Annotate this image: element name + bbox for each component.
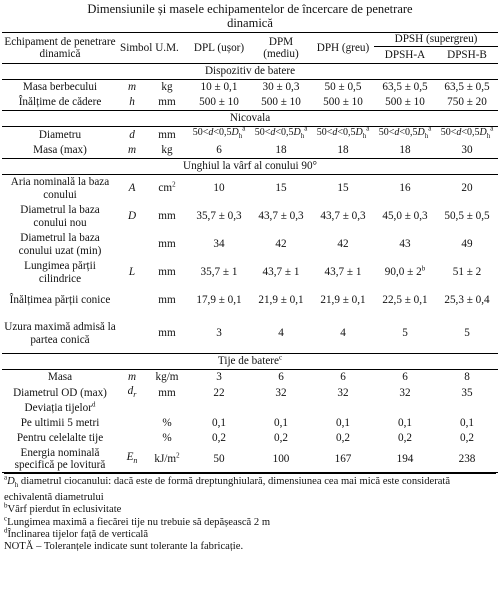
row-label: Masa berbecului <box>22 81 98 94</box>
section-title: Nicovala <box>2 111 498 127</box>
header-dpl: DPL (ușor) <box>188 33 250 64</box>
cell-dpsh-b: 50,5 ± 0,5 <box>444 210 490 223</box>
row-unit: % <box>162 432 172 445</box>
cell-dph: 50 ± 0,5 <box>324 81 362 94</box>
cell-dph: 0,1 <box>336 417 350 430</box>
cell-dph: 0,2 <box>336 432 350 445</box>
row-label: Diametrul la baza conului nou <box>20 204 100 229</box>
footnote-symbol: D <box>7 476 15 488</box>
cell-dpsh-b: 238 <box>436 446 498 473</box>
cell-dpsh-a: 43 <box>399 238 411 251</box>
table-row <box>2 287 498 315</box>
cell-dpl: 0,2 <box>212 432 226 445</box>
cell-dpsh-a: 500 ± 10 <box>385 96 425 109</box>
cell-dpsh-b: $50<d<0,5D_h^a$ <box>440 124 494 140</box>
footnote-subscript: h <box>14 481 19 490</box>
cell-dpsh-b: 750 ± 20 <box>447 96 487 109</box>
cell-dpsh-b: 25,3 ± 0,4 <box>444 294 490 307</box>
table-row <box>2 259 498 287</box>
cell-dph: 167 <box>312 446 374 473</box>
header-dpsh: DPSH (supergreu) <box>374 33 498 47</box>
table-row <box>2 401 498 416</box>
document-title <box>0 0 500 30</box>
footnote-a-cont: echivalentă diametrului <box>4 491 104 503</box>
cell-dpm: $50<d<0,5D_h^a$ <box>254 124 308 140</box>
header-equipment: Echipament de penetrare dinamică <box>2 33 118 64</box>
row-unit <box>146 401 188 416</box>
cell-dpsh-b: 0,1 <box>460 417 474 430</box>
symbol-text: d <box>127 384 134 397</box>
cell-dph: 4 <box>340 327 346 340</box>
table-row <box>2 143 498 159</box>
cell-dpsh-a: 16 <box>399 182 411 195</box>
table-row <box>2 416 498 431</box>
section-row <box>2 158 498 174</box>
row-label: Masa (max) <box>33 143 87 156</box>
cell-dph: 42 <box>337 238 349 251</box>
header-symbol: Simbol <box>118 33 146 64</box>
cell-dpsh-b: 20 <box>461 182 473 195</box>
row-label: Pentru celelalte tije <box>16 432 104 445</box>
row-unit: kg <box>161 143 173 156</box>
row-unit: mm <box>158 96 176 109</box>
footnote-mark: b <box>421 264 426 273</box>
row-symbol <box>118 431 146 446</box>
cell-dpm: 43,7 ± 0,3 <box>258 210 304 223</box>
cell-dph: 43,7 ± 0,3 <box>320 210 366 223</box>
row-label: Uzura maximă admisă la partea conică <box>4 321 116 346</box>
row-symbol: A <box>128 182 136 195</box>
cell-dph: 500 ± 10 <box>323 96 363 109</box>
cell-dph: 15 <box>337 182 349 195</box>
table-row <box>2 385 498 402</box>
cell-dpsh-a: 22,5 ± 0,1 <box>382 294 428 307</box>
cell-dpl: 500 ± 10 <box>199 96 239 109</box>
cell-dpsh-a: 18 <box>399 143 411 156</box>
footnote-d <box>4 526 496 541</box>
cell-dpm: 100 <box>250 446 312 473</box>
row-label: Înălțimea părții conice <box>9 294 111 307</box>
cell-dpl: 0,1 <box>212 417 226 430</box>
row-label: Diametru <box>38 128 82 141</box>
footnote-mark: d <box>4 526 8 535</box>
symbol-text: E <box>126 450 134 463</box>
cell-dpsh-b: 51 ± 2 <box>452 266 482 279</box>
cell-dpl: $50<d<0,5D_h^a$ <box>192 124 246 140</box>
footnote-mark: a <box>428 124 432 133</box>
row-unit: mm <box>158 294 176 307</box>
footnote-mark: a <box>304 124 308 133</box>
row-unit: % <box>162 417 172 430</box>
footnote-b <box>4 501 496 516</box>
section-row <box>2 111 498 127</box>
section-row <box>2 64 498 80</box>
cell-dpsh-a: 0,2 <box>398 432 412 445</box>
section-title: Unghiul la vârf al conului 90° <box>2 158 498 174</box>
cell-dpm: 43,7 ± 1 <box>262 266 300 279</box>
row-unit: mm <box>158 238 176 251</box>
footnote-note: NOTĂ – Toleranțele indicate sunt tolerante la fabricație. <box>4 541 244 553</box>
row-unit: mm <box>158 266 176 279</box>
row-unit: mm <box>158 210 176 223</box>
row-symbol: m <box>127 143 137 156</box>
row-label: Diametrul OD (max) <box>13 386 107 399</box>
title-line-1: Dimensiunile și masele echipamentelor de încercare de penetrare <box>87 2 413 16</box>
cell-dph: $50<d<0,5D_h^a$ <box>316 124 370 140</box>
header-dph: DPH (greu) <box>312 33 374 64</box>
row-unit: mm <box>158 327 176 340</box>
title-line-2: dinamică <box>227 16 273 30</box>
cell-dpm: 30 ± 0,3 <box>262 81 300 94</box>
cell-dpm: 15 <box>275 182 287 195</box>
cell-dpsh-a: 45,0 ± 0,3 <box>382 210 428 223</box>
cell-dpm: 21,9 ± 0,1 <box>258 294 304 307</box>
cell-dph: 32 <box>337 386 349 399</box>
cell-dpsh-b: 49 <box>461 238 473 251</box>
section-row <box>2 353 498 369</box>
footnote-mark: c <box>4 514 8 523</box>
row-symbol <box>118 446 146 473</box>
row-symbol: L <box>128 266 136 279</box>
cell-dpsh-a: 194 <box>374 446 436 473</box>
table-row <box>2 80 498 96</box>
table-row <box>2 446 498 473</box>
section-title-text: Tije de batere <box>217 354 279 367</box>
cell-dpl: 35,7 ± 0,3 <box>196 210 242 223</box>
row-symbol: h <box>129 96 135 109</box>
cell-dpsh-b: 0,2 <box>460 432 474 445</box>
table-row <box>2 174 498 203</box>
cell-dpl: 3 <box>216 327 222 340</box>
cell-dpm: 4 <box>278 327 284 340</box>
row-label: Aria nominală la baza conului <box>10 176 110 201</box>
cell-dpsh-b: 5 <box>464 327 470 340</box>
row-label: Energia nominală specifică pe lovitură <box>2 446 118 473</box>
row-unit: kg <box>161 81 173 94</box>
row-label: Lungimea părții cilindrice <box>24 260 96 285</box>
row-symbol <box>118 315 146 354</box>
row-symbol <box>118 416 146 431</box>
row-unit: mm <box>158 128 176 141</box>
row-label-text: Deviația tijelor <box>24 402 92 415</box>
footnotes <box>4 473 496 554</box>
cell-dpm: 500 ± 10 <box>261 96 301 109</box>
row-symbol: m <box>127 81 137 94</box>
cell-dpsh-b: 30 <box>461 143 473 156</box>
cell-dpm: 18 <box>275 143 287 156</box>
cell-dpsh-a: 6 <box>402 370 408 383</box>
cell-value: 90,0 ± 2 <box>384 266 422 279</box>
row-symbol <box>118 231 146 259</box>
cell-dpl: 10 ± 0,1 <box>200 81 238 94</box>
cell-dph: 18 <box>337 143 349 156</box>
cell-dpm: 0,1 <box>274 417 288 430</box>
cell-dpsh-a <box>374 259 436 287</box>
cell-dpl: 3 <box>216 370 222 383</box>
row-label: Diametrul la baza conului uzat (min) <box>18 232 102 257</box>
row-unit: $cm^2$ <box>158 180 176 195</box>
header-row-1 <box>2 33 498 47</box>
row-unit: kg/m <box>155 370 179 383</box>
cell-dpl: 35,7 ± 1 <box>200 266 238 279</box>
header-dpm: DPM (mediu) <box>250 33 312 64</box>
table-row <box>2 127 498 143</box>
cell-dpl: 22 <box>213 386 225 399</box>
cell-dpl: 34 <box>213 238 225 251</box>
cell-dpl: 6 <box>216 143 222 156</box>
footnote-text: Înclinarea tijelor față de verticală <box>7 528 149 540</box>
row-symbol: d <box>129 128 135 141</box>
cell-dpm: 0,2 <box>274 432 288 445</box>
table-row <box>2 203 498 231</box>
footnote-mark: a <box>490 124 494 133</box>
cell-dph: 43,7 ± 1 <box>324 266 362 279</box>
cell-dpl: 10 <box>213 182 225 195</box>
table-row <box>2 231 498 259</box>
footnote-text: diametrul ciocanului: dacă este de formă dreptunghiulară, dimensiunea cea mai mică este considerată <box>18 476 451 488</box>
header-unit: U.M. <box>146 33 188 64</box>
cell-dpm: 42 <box>275 238 287 251</box>
footnote-mark: b <box>4 501 8 510</box>
cell-dpsh-a: $50<d<0,5D_h^a$ <box>378 124 432 140</box>
row-symbol: m <box>127 370 137 383</box>
footnote-mark: a <box>242 124 246 133</box>
header-dpsh-b: DPSH-B <box>436 47 498 64</box>
row-label: Masa <box>47 370 73 383</box>
table-row <box>2 431 498 446</box>
cell-dpsh-b: 8 <box>464 370 470 383</box>
table-row <box>2 315 498 354</box>
cell-dpl: 50 <box>188 446 250 473</box>
footnote-c <box>4 514 496 529</box>
footnote-mark: a <box>4 473 8 482</box>
cell-dpsh-a: 63,5 ± 0,5 <box>382 81 428 94</box>
footnote-mark: c <box>279 353 283 362</box>
row-unit: mm <box>158 386 176 399</box>
cell-dpsh-a: 32 <box>399 386 411 399</box>
footnote-mark: d <box>91 400 96 409</box>
symbol-subscript: r <box>133 389 137 399</box>
cell-dpsh-b: 35 <box>461 386 473 399</box>
row-label <box>2 401 118 416</box>
cell-dpl: 17,9 ± 0,1 <box>196 294 242 307</box>
table-row <box>2 369 498 385</box>
symbol-subscript: n <box>133 456 138 466</box>
cell-dph: 6 <box>340 370 346 383</box>
penetration-equipment-table <box>2 32 498 473</box>
cell-dpm: 6 <box>278 370 284 383</box>
row-unit: $kJ/m^2$ <box>146 446 188 473</box>
cell-dpsh-a: 0,1 <box>398 417 412 430</box>
cell-dph: 21,9 ± 0,1 <box>320 294 366 307</box>
row-label: Înălțime de cădere <box>18 96 102 109</box>
footnote-text: Lungimea maximă a fiecărei tije nu trebuie să depășească 2 m <box>7 516 271 528</box>
row-label: Pe ultimii 5 metri <box>20 417 100 430</box>
row-symbol <box>118 401 146 416</box>
section-title <box>2 353 498 369</box>
footnote-text: Vârf pierdut în eclusivitate <box>7 504 122 516</box>
cell-dpm: 32 <box>275 386 287 399</box>
footnote-a <box>4 473 496 492</box>
row-symbol: D <box>127 210 137 223</box>
cell-dpsh-b: 63,5 ± 0,5 <box>444 81 490 94</box>
table-row <box>2 95 498 111</box>
cell-dpsh-a: 5 <box>402 327 408 340</box>
row-symbol <box>118 385 146 402</box>
header-dpsh-a: DPSH-A <box>374 47 436 64</box>
row-symbol <box>118 287 146 315</box>
section-title: Dispozitiv de batere <box>2 64 498 80</box>
footnote-mark: a <box>366 124 370 133</box>
